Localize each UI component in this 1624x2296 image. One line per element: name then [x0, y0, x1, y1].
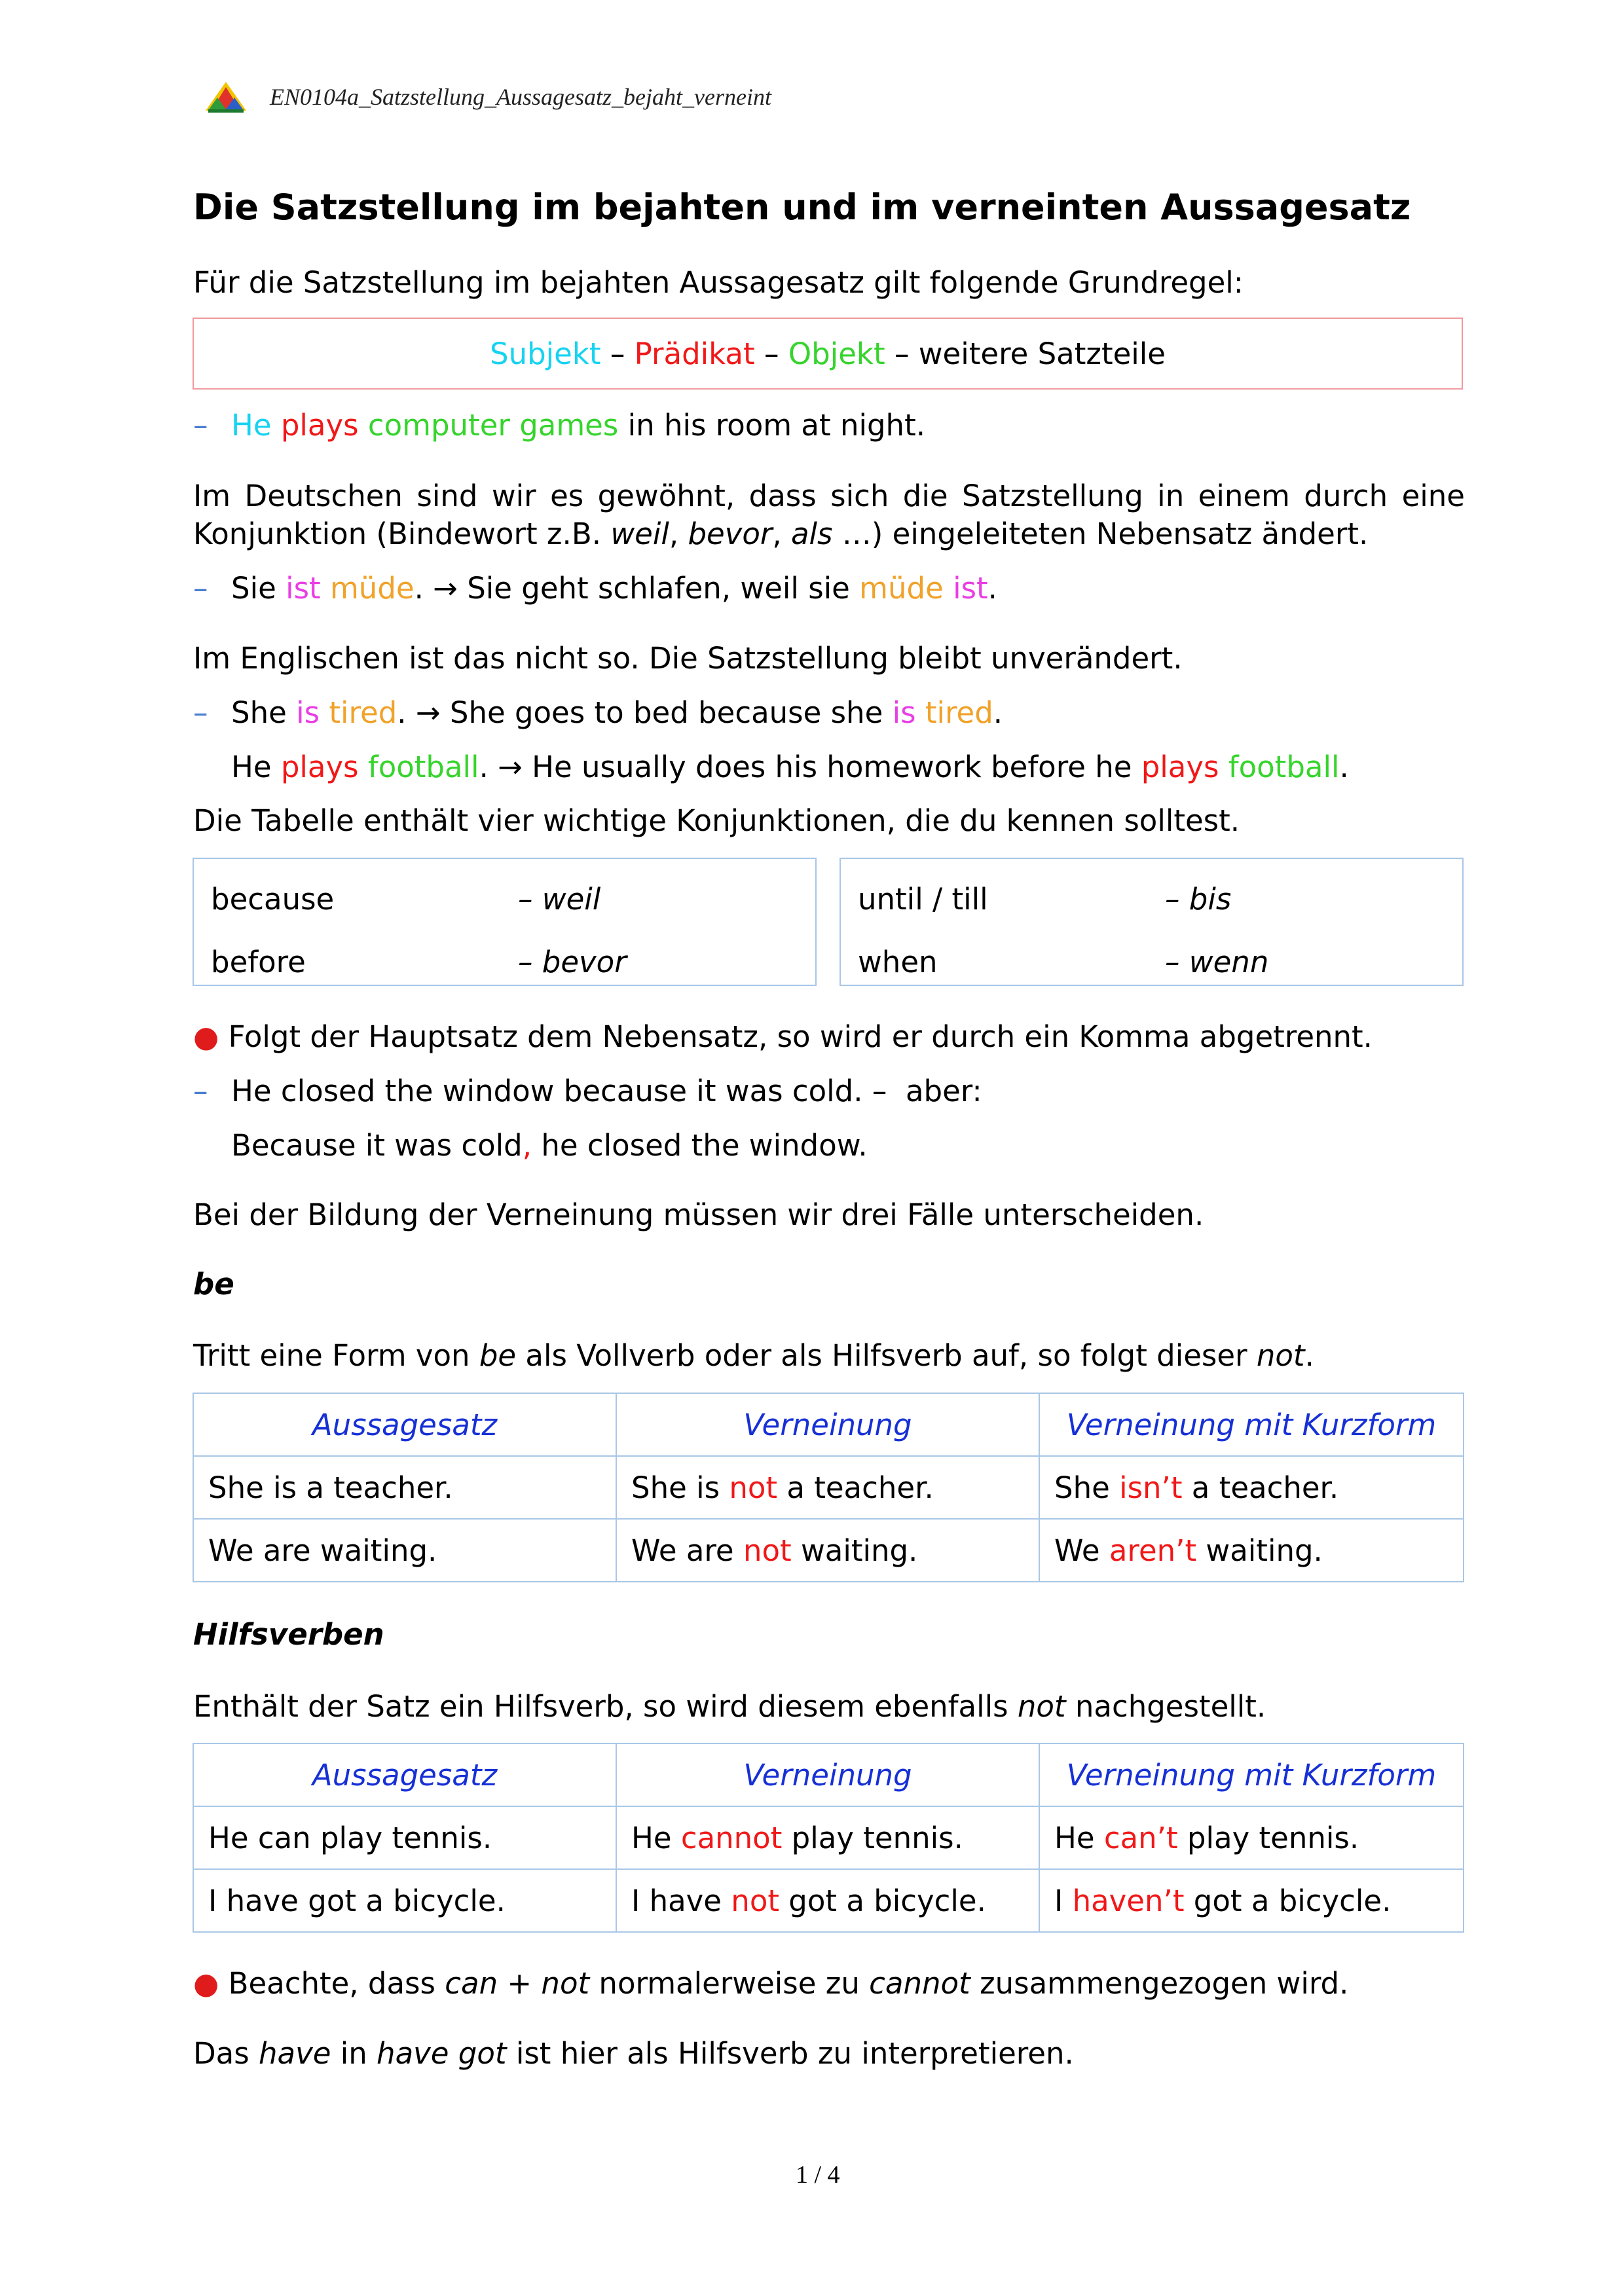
bullet-dot-icon: ●	[193, 1966, 219, 2001]
rule-predicate: Prädikat	[634, 336, 755, 371]
word-order-rule-box	[193, 318, 1463, 390]
table-row	[193, 1519, 1464, 1582]
term-italic: be	[479, 1338, 517, 1373]
section-aux-text	[193, 1688, 1266, 1726]
text-span: He	[231, 750, 281, 784]
text-span: waiting.	[1196, 1533, 1323, 1568]
conjunction-english: before	[211, 945, 306, 979]
german-paragraph-line2	[193, 515, 1368, 553]
section-heading-hilfsverben: Hilfsverben	[193, 1617, 384, 1652]
conjunction-box-right	[840, 858, 1464, 986]
text-span: He	[631, 1820, 681, 1855]
text-span: She	[231, 695, 297, 730]
text-span: He closed the window because it was cold. – aber:	[231, 1074, 982, 1108]
table-header-row	[193, 1743, 1464, 1806]
text-span: .	[993, 695, 1003, 730]
note-have-got	[193, 2035, 1074, 2073]
text-span	[916, 695, 925, 730]
table-header-row	[193, 1393, 1464, 1456]
comma-rule	[193, 1018, 1373, 1056]
verb-highlight: plays	[280, 750, 359, 784]
term-italic: not	[541, 1966, 590, 2001]
complement-highlight: müde	[329, 571, 415, 606]
example-verb: plays	[280, 408, 359, 443]
intro-text: Für die Satzstellung im bejahten Aussagesatz gilt folgende Grundregel:	[193, 265, 1244, 300]
example-subject: He	[231, 408, 272, 443]
complement-highlight: tired	[925, 695, 993, 730]
table-cell	[616, 1806, 1039, 1869]
text-span: play tennis.	[782, 1820, 963, 1855]
table-cell: I have got a bicycle.	[193, 1869, 616, 1932]
negation-highlight: cannot	[680, 1820, 783, 1855]
negation-highlight: can’t	[1103, 1820, 1178, 1855]
negation-highlight: not	[729, 1470, 778, 1505]
conjunction-german: – weil	[518, 882, 601, 917]
bullet-dot-icon: ●	[193, 1019, 219, 1054]
table-cell	[1039, 1869, 1464, 1932]
text-span: zusammengezogen wird.	[970, 1966, 1349, 2001]
complement-highlight: tired	[329, 695, 397, 730]
example-line	[193, 694, 1003, 732]
conjunction-english: when	[858, 945, 938, 979]
conjunction-example: bevor	[688, 517, 773, 551]
text-span: waiting.	[791, 1533, 918, 1568]
text-span: nachgestellt.	[1065, 1689, 1266, 1724]
object-highlight: football	[367, 750, 479, 784]
conjunction-english: until / till	[858, 882, 988, 917]
table-cell	[1039, 1806, 1464, 1869]
table-header-cell: Verneinung mit Kurzform	[1039, 1393, 1464, 1456]
table-header-cell: Verneinung	[616, 1743, 1039, 1806]
text-span	[359, 750, 368, 784]
term-italic: have	[258, 2036, 331, 2071]
dash-marker: –	[193, 408, 208, 443]
rule-subject: Subjekt	[490, 336, 601, 371]
example-object: computer games	[367, 408, 619, 443]
table-header-cell: Verneinung mit Kurzform	[1039, 1743, 1464, 1806]
conjunction-german: – wenn	[1165, 945, 1269, 979]
page-header	[204, 77, 771, 117]
english-paragraph: Im Englischen ist das nicht so. Die Satzstellung bleibt unverändert.	[193, 641, 1183, 676]
dash-marker: –	[193, 571, 208, 606]
text-span: normalerweise zu	[589, 1966, 870, 2001]
text-span: +	[498, 1966, 542, 2001]
text-span: in	[331, 2036, 377, 2071]
text-span	[1219, 750, 1228, 784]
text-span: We are	[631, 1533, 743, 1568]
example-line	[193, 570, 997, 608]
example-line	[193, 1072, 982, 1110]
table-row	[193, 1869, 1464, 1932]
term-italic: not	[1017, 1689, 1066, 1724]
negation-highlight: not	[743, 1533, 792, 1568]
text-span: he closed the window.	[532, 1128, 868, 1163]
table-cell	[1039, 1519, 1464, 1582]
conjunction-german: – bevor	[518, 945, 627, 979]
text-span: Das	[193, 2036, 259, 2071]
text-span: . → He usually does his homework before he	[479, 750, 1141, 784]
text-span: Tritt eine Form von	[193, 1338, 479, 1373]
conjunction-box-left	[193, 858, 817, 986]
table-aux-negation	[193, 1743, 1464, 1933]
term-italic: not	[1256, 1338, 1305, 1373]
verb-highlight: ist	[286, 571, 321, 606]
rule-rest: – weitere Satzteile	[885, 336, 1166, 371]
conjunction-example: weil	[610, 517, 669, 551]
text-span: ,	[772, 517, 791, 551]
text-span: a teacher.	[1182, 1470, 1339, 1505]
rule-object: Objekt	[788, 336, 885, 371]
german-paragraph-line1: Im Deutschen sind wir es gewöhnt, dass sich die Satzstellung in einem durch eine	[193, 479, 1465, 513]
text-span: got a bicycle.	[1184, 1883, 1392, 1918]
table-be-negation	[193, 1393, 1464, 1582]
verb-highlight: plays	[1141, 750, 1219, 784]
text-span: I have	[631, 1883, 731, 1918]
text-span: .	[1339, 750, 1349, 784]
text-span: We	[1054, 1533, 1109, 1568]
term-italic: cannot	[869, 1966, 970, 2001]
text-span: .	[987, 571, 997, 606]
note-cannot	[193, 1965, 1348, 2003]
conjunction-example: als	[790, 517, 833, 551]
table-row	[193, 1806, 1464, 1869]
text-span: got a bicycle.	[779, 1883, 986, 1918]
verb-highlight: is	[892, 695, 916, 730]
term-italic: can	[445, 1966, 498, 2001]
text-span: a teacher.	[777, 1470, 934, 1505]
text-span: Konjunktion (Bindewort z.B.	[193, 517, 611, 551]
text-span: Because it was cold	[231, 1128, 523, 1163]
table-header-cell: Verneinung	[616, 1393, 1039, 1456]
example-line	[231, 1127, 868, 1165]
negation-highlight: isn’t	[1119, 1470, 1183, 1505]
table-cell	[616, 1519, 1039, 1582]
table-cell: He can play tennis.	[193, 1806, 616, 1869]
conjunction-german: – bis	[1165, 882, 1232, 917]
negation-highlight: haven’t	[1072, 1883, 1185, 1918]
negation-intro: Bei der Bildung der Verneinung müssen wir drei Fälle unterscheiden.	[193, 1197, 1204, 1232]
text-span: . → Sie geht schlafen, weil sie	[414, 571, 860, 606]
text-span: She is	[631, 1470, 729, 1505]
text-span: Enthält der Satz ein Hilfsverb, so wird diesem ebenfalls	[193, 1689, 1018, 1724]
section-heading-be: be	[193, 1267, 234, 1302]
text-span	[320, 695, 329, 730]
document-code: EN0104a_Satzstellung_Aussagesatz_bejaht_verneint	[270, 84, 771, 110]
object-highlight: football	[1228, 750, 1340, 784]
dash-marker: –	[193, 695, 208, 730]
text-span: …) eingeleiteten Nebensatz ändert.	[832, 517, 1369, 551]
example-line	[231, 748, 1349, 786]
table-cell	[616, 1456, 1039, 1519]
negation-highlight: not	[731, 1883, 779, 1918]
text-span: Folgt der Hauptsatz dem Nebensatz, so wird er durch ein Komma abgetrennt.	[219, 1019, 1373, 1054]
table-header-cell: Aussagesatz	[193, 1743, 616, 1806]
text-span: Beachte, dass	[219, 1966, 445, 2001]
text-span: ist hier als Hilfsverb zu interpretieren.	[506, 2036, 1074, 2071]
table-cell	[616, 1869, 1039, 1932]
conjunction-english: because	[211, 882, 335, 917]
table-row	[193, 1456, 1464, 1519]
text-span	[944, 571, 953, 606]
rule-separator: –	[600, 336, 635, 371]
dash-marker: –	[193, 1074, 208, 1108]
conjunction-table-intro: Die Tabelle enthält vier wichtige Konjunktionen, die du kennen solltest.	[193, 803, 1240, 838]
text-span: She	[1054, 1470, 1120, 1505]
page-title: Die Satzstellung im bejahten und im verneinten Aussagesatz	[193, 187, 1411, 228]
text-span	[321, 571, 330, 606]
complement-highlight: müde	[859, 571, 944, 606]
text-span: I	[1054, 1883, 1073, 1918]
text-span: play tennis.	[1177, 1820, 1359, 1855]
table-cell: She is a teacher.	[193, 1456, 616, 1519]
text-span: . → She goes to bed because she	[397, 695, 893, 730]
text-span: ,	[669, 517, 688, 551]
table-cell	[1039, 1456, 1464, 1519]
page-number: 1 / 4	[796, 2161, 840, 2189]
verb-highlight: is	[296, 695, 320, 730]
text-span: He	[1054, 1820, 1104, 1855]
comma-highlight: ,	[522, 1128, 532, 1163]
text-span: Sie	[231, 571, 286, 606]
term-italic: have got	[377, 2036, 507, 2071]
section-be-text	[193, 1337, 1314, 1375]
verb-highlight: ist	[953, 571, 988, 606]
text-span: .	[1304, 1338, 1314, 1373]
example-line	[193, 407, 925, 445]
rule-separator: –	[754, 336, 788, 371]
example-rest: in his room at night.	[618, 408, 926, 443]
logo-icon	[204, 81, 248, 113]
table-header-cell: Aussagesatz	[193, 1393, 616, 1456]
negation-highlight: aren’t	[1109, 1533, 1197, 1568]
text-span: als Vollverb oder als Hilfsverb auf, so folgt dieser	[516, 1338, 1257, 1373]
table-cell: We are waiting.	[193, 1519, 616, 1582]
